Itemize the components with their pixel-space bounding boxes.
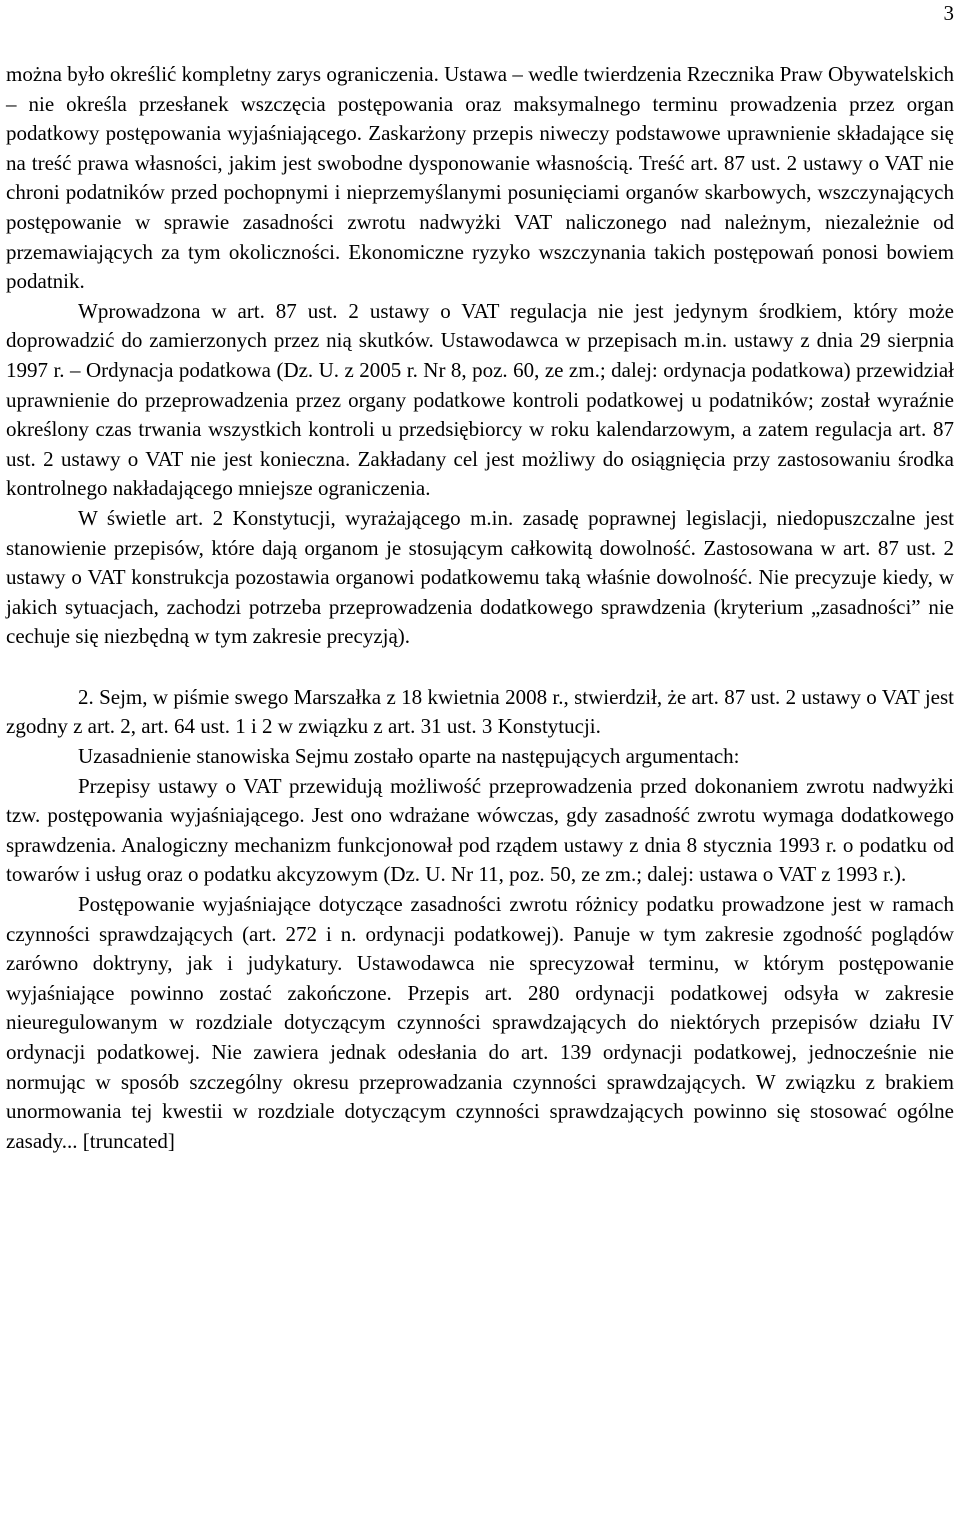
page-number: 3 bbox=[943, 1, 954, 25]
paragraph-6: Przepisy ustawy o VAT przewidują możliwość przeprowadzenia przed dokonaniem zwrotu nadwyżki tzw. postępowania wyjaśniającego. Jest ono wdrażane wówczas, gdy zasadność zwrotu wymaga dodatkowego sprawdzenia. Analogiczny mechanizm funkcjonował pod rządem ustawy z dnia 8 stycznia 1993 r. o podatku od towarów i usług oraz o podatku akcyzowym (Dz. U. Nr 11, poz. 50, ze zm.; dalej: ustawa o VAT z 1993 r.). bbox=[6, 773, 954, 887]
paragraph-3: W świetle art. 2 Konstytucji, wyrażającego m.in. zasadę poprawnej legislacji, niedopuszczalne jest stanowienie przepisów, które dają organom je stosującym całkowitą dowolność. Zastosowana w art. 87 ust. 2 ustawy o VAT konstrukcja pozostawia organowi podatkowemu taką właśnie dowolność. Nie precyzuje kiedy, w jakich sytuacjach, zachodzi potrzeba przeprowadzenia dodatkowego sprawdzenia (kryterium „zasadności” nie cechuje się niezbędną w tym zakresie precyzją). bbox=[6, 505, 954, 649]
paragraph-5: Uzasadnienie stanowiska Sejmu zostało oparte na następujących argumentach: bbox=[78, 744, 740, 769]
document-body bbox=[6, 60, 954, 1156]
section-gap bbox=[6, 652, 954, 683]
paragraph-1: można było określić kompletny zarys ograniczenia. Ustawa – wedle twierdzenia Rzecznika Praw Obywatelskich – nie określa przesłanek wszczęcia postępowania oraz maksymalnego terminu prowadzenia przez organ podatkowy postępowania wyjaśniającego. Zaskarżony przepis niweczy podstawowe uprawnienie składające się na treść prawa własności, jakim jest swobodne dysponowanie własnością. Treść art. 87 ust. 2 ustawy o VAT nie chroni podatników przed pochopnymi i nieprzemyślanymi posunięciami organów skarbowych, wszczynających postępowanie w sprawie zasadności zwrotu nadwyżki VAT naliczonego nad należnym, niezależnie od przemawiających za tym okoliczności. Ekonomiczne ryzyko wszczynania takich postępowań ponosi bowiem podatnik. bbox=[6, 62, 954, 294]
paragraph-7: Postępowanie wyjaśniające dotyczące zasadności zwrotu różnicy podatku prowadzone jest w ramach czynności sprawdzających (art. 272 i n. ordynacji podatkowej). Panuje w tym zakresie zgodność poglądów zarówno doktryny, jak i judykatury. Ustawodawca nie sprecyzował terminu, w którym postępowanie wyjaśniające powinno zostać zakończone. Przepis art. 280 ordynacji podatkowej odsyła w zakresie nieuregulowanym w rozdziale dotyczącym czynności sprawdzających do niektórych przepisów działu IV ordynacji podatkowej. Nie zawiera jednak odesłania do art. 139 ordynacji podatkowej, jednocześnie nie normując w sposób szczególny okresu przeprowadzania czynności sprawdzających. W związku z brakiem unormowania tej kwestii w rozdziale dotyczącym czynności sprawdzających powinno się stosować ogólne zasady... [truncated] bbox=[6, 892, 954, 1153]
paragraph-4: 2. Sejm, w piśmie swego Marszałka z 18 kwietnia 2008 r., stwierdził, że art. 87 ust. 2 ustawy o VAT jest zgodny z art. 2, art. 64 ust. 1 i 2 w związku z art. 31 ust. 3 Konstytucji. bbox=[6, 684, 954, 739]
paragraph-2: Wprowadzona w art. 87 ust. 2 ustawy o VAT regulacja nie jest jedynym środkiem, który może doprowadzić do zamierzonych przez nią skutków. Ustawodawca w przepisach m.in. ustawy z dnia 29 sierpnia 1997 r. – Ordynacja podatkowa (Dz. U. z 2005 r. Nr 8, poz. 60, ze zm.; dalej: ordynacja podatkowa) przewidział uprawnienie do przeprowadzenia przez organy podatkowe kontroli podatkowej u podatników; został wyraźnie określony czas trwania wszystkich kontroli u przedsiębiorcy w roku kalendarzowym, a zatem regulacja art. 87 ust. 2 ustawy o VAT nie jest konieczna. Zakładany cel jest możliwy do osiągnięcia przy zastosowaniu środka kontrolnego nakładającego mniejsze ograniczenia. bbox=[6, 298, 954, 501]
